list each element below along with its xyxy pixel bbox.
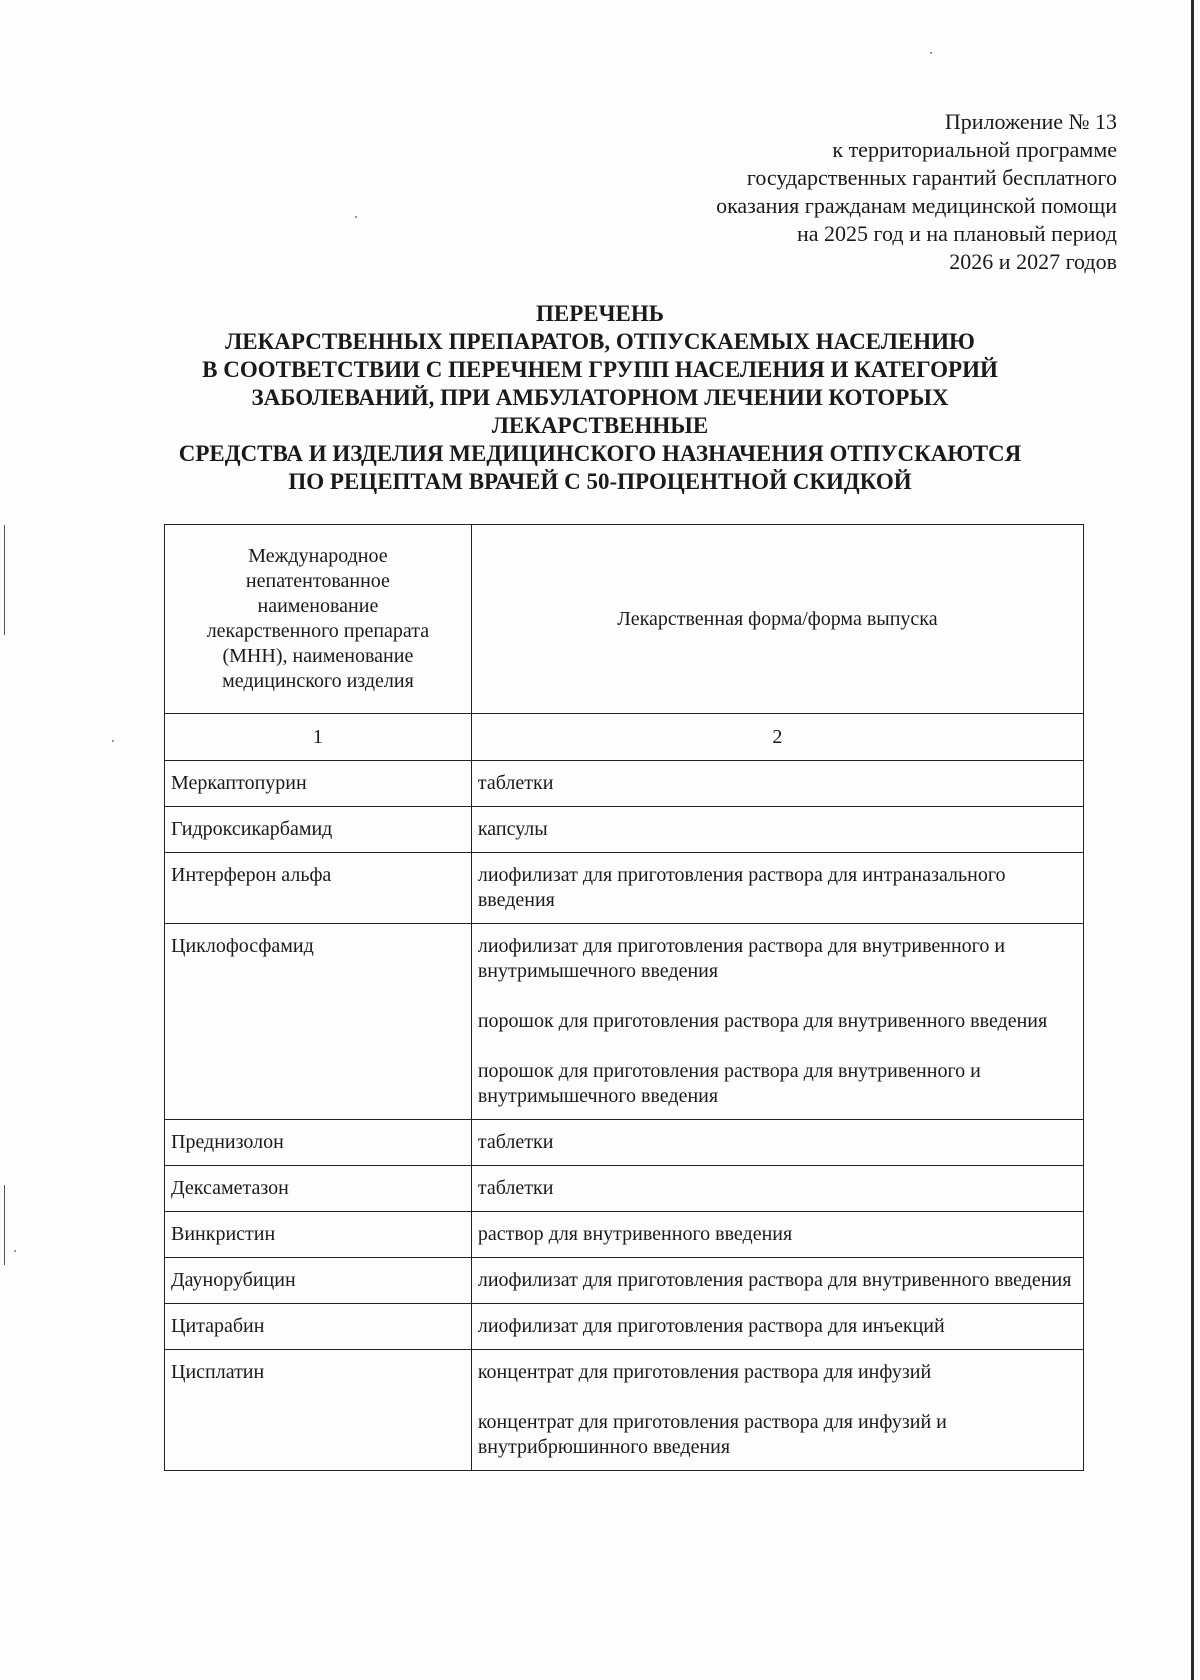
title-line: ЛЕКАРСТВЕННЫХ ПРЕПАРАТОВ, ОТПУСКАЕМЫХ НАСЕЛЕНИЮ xyxy=(225,329,975,354)
drug-name-cell: Преднизолон xyxy=(165,1120,472,1166)
dosage-form-cell xyxy=(471,1120,1083,1166)
scan-speck xyxy=(355,216,357,218)
scan-edge-left xyxy=(4,525,5,635)
dosage-form-cell xyxy=(471,1350,1083,1471)
header-mnn xyxy=(165,525,472,714)
table-row xyxy=(165,761,1084,807)
appendix-line: к территориальной программе xyxy=(832,137,1117,162)
table-header-row xyxy=(165,525,1084,714)
table-row xyxy=(165,924,1084,1120)
header-mnn-line: лекарственного препарата xyxy=(206,620,430,642)
table-row xyxy=(165,1212,1084,1258)
title-line: ЗАБОЛЕВАНИЙ, ПРИ АМБУЛАТОРНОМ ЛЕЧЕНИИ КОТОРЫХ xyxy=(251,385,949,410)
scan-speck xyxy=(112,740,114,742)
dosage-form-item: таблетки xyxy=(477,1131,554,1153)
dosage-form-cell xyxy=(471,761,1083,807)
dosage-form-item: концентрат для приготовления раствора для инфузий xyxy=(477,1361,932,1383)
document-title xyxy=(140,300,1060,496)
dosage-form-item: таблетки xyxy=(477,1177,554,1199)
drug-name-cell: Цитарабин xyxy=(165,1304,472,1350)
column-number: 2 xyxy=(471,714,1083,761)
dosage-form-item: таблетки xyxy=(477,772,554,794)
dosage-form-cell xyxy=(471,1258,1083,1304)
dosage-form-cell xyxy=(471,853,1083,924)
header-mnn-line: наименование xyxy=(257,595,379,617)
title-line: В СООТВЕТСТВИИ С ПЕРЕЧНЕМ ГРУПП НАСЕЛЕНИЯ И КАТЕГОРИЙ xyxy=(202,357,998,382)
drug-list-table xyxy=(164,524,1084,1471)
dosage-form-item: концентрат для приготовления раствора для инфузий и внутрибрюшинного введения xyxy=(477,1411,947,1458)
dosage-form-item: лиофилизат для приготовления раствора для внутривенного и внутримышечного введения xyxy=(477,935,1006,982)
drug-name-cell: Интерферон альфа xyxy=(165,853,472,924)
table-row xyxy=(165,1350,1084,1471)
scan-speck xyxy=(930,52,932,54)
table-row xyxy=(165,1304,1084,1350)
header-dosage-form: Лекарственная форма/форма выпуска xyxy=(471,525,1083,714)
drug-name-cell: Меркаптопурин xyxy=(165,761,472,807)
dosage-form-item: лиофилизат для приготовления раствора для инъекций xyxy=(477,1315,945,1337)
scan-edge-right xyxy=(1191,0,1194,1680)
dosage-form-item: капсулы xyxy=(477,818,548,840)
dosage-form-item: раствор для внутривенного введения xyxy=(477,1223,793,1245)
drug-name-cell: Дексаметазон xyxy=(165,1166,472,1212)
appendix-line: 2026 и 2027 годов xyxy=(949,249,1117,274)
appendix-header xyxy=(597,108,1117,276)
table-row xyxy=(165,1258,1084,1304)
title-line: ЛЕКАРСТВЕННЫЕ xyxy=(491,413,709,438)
dosage-form-cell xyxy=(471,1304,1083,1350)
appendix-line: на 2025 год и на плановый период xyxy=(797,221,1117,246)
drug-name-cell: Циклофосфамид xyxy=(165,924,472,1120)
appendix-line: государственных гарантий бесплатного xyxy=(746,165,1117,190)
dosage-form-item: лиофилизат для приготовления раствора для интраназального введения xyxy=(477,864,1006,911)
column-number: 1 xyxy=(165,714,472,761)
drug-name-cell: Гидроксикарбамид xyxy=(165,807,472,853)
scan-speck xyxy=(14,1250,16,1252)
drug-name-cell: Даунорубицин xyxy=(165,1258,472,1304)
dosage-form-cell xyxy=(471,1212,1083,1258)
header-mnn-line: непатентованное xyxy=(245,570,390,592)
title-line: ПО РЕЦЕПТАМ ВРАЧЕЙ С 50-ПРОЦЕНТНОЙ СКИДКОЙ xyxy=(288,469,912,494)
header-mnn-line: Международное xyxy=(248,545,388,567)
appendix-line: Приложение № 13 xyxy=(944,109,1117,134)
dosage-form-item: порошок для приготовления раствора для внутривенного и внутримышечного введения xyxy=(477,1060,981,1107)
dosage-form-cell xyxy=(471,1166,1083,1212)
dosage-form-item: лиофилизат для приготовления раствора для внутривенного введения xyxy=(477,1269,1072,1291)
table-row xyxy=(165,1120,1084,1166)
dosage-form-cell xyxy=(471,807,1083,853)
drug-name-cell: Винкристин xyxy=(165,1212,472,1258)
title-line: СРЕДСТВА И ИЗДЕЛИЯ МЕДИЦИНСКОГО НАЗНАЧЕНИЯ ОТПУСКАЮТСЯ xyxy=(178,441,1022,466)
column-number-row xyxy=(165,714,1084,761)
header-mnn-line: медицинского изделия xyxy=(222,670,414,692)
drug-name-cell: Цисплатин xyxy=(165,1350,472,1471)
table-row xyxy=(165,853,1084,924)
dosage-form-item: порошок для приготовления раствора для внутривенного введения xyxy=(477,1010,1048,1032)
header-mnn-line: (МНН), наименование xyxy=(222,645,414,667)
scan-edge-left xyxy=(4,1185,5,1265)
table-row xyxy=(165,1166,1084,1212)
title-line: ПЕРЕЧЕНЬ xyxy=(536,301,664,326)
appendix-line: оказания гражданам медицинской помощи xyxy=(716,193,1117,218)
dosage-form-cell xyxy=(471,924,1083,1120)
table-row xyxy=(165,807,1084,853)
